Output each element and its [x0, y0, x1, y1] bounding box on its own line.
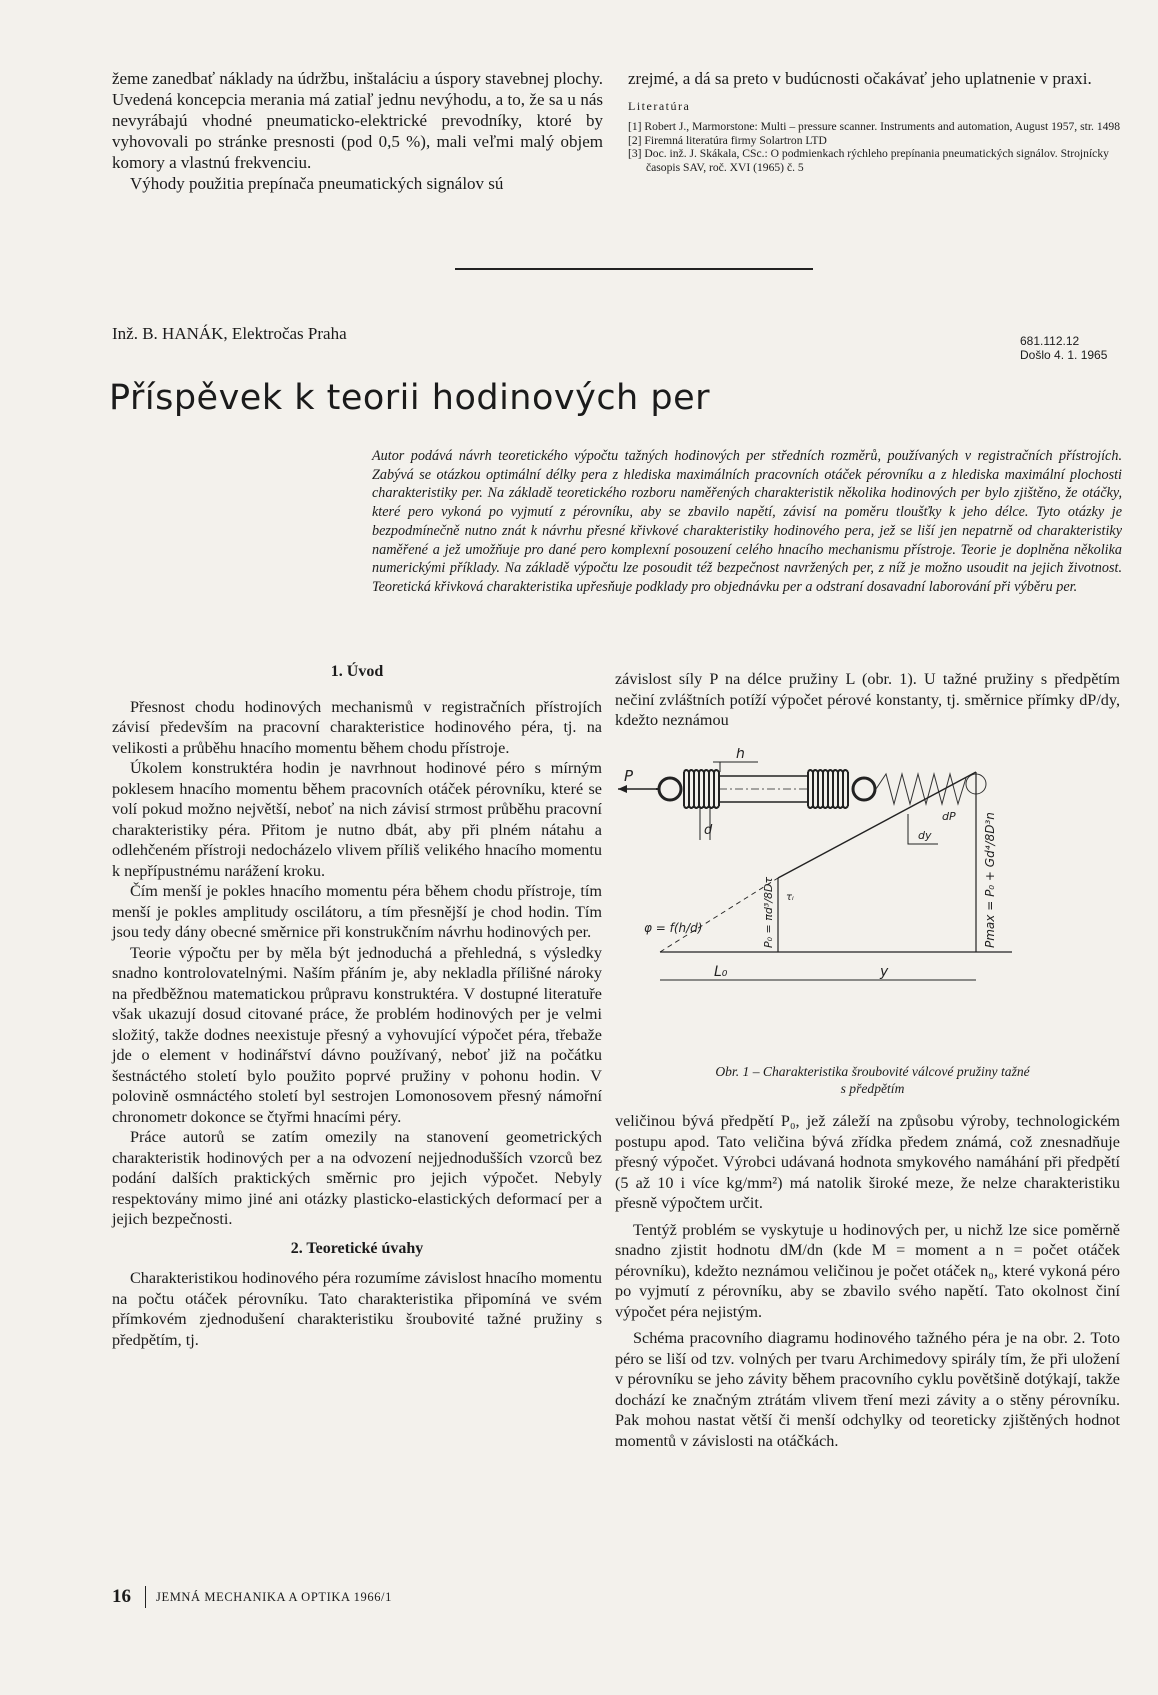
- body-paragraph: Schéma pracovního diagramu hodinového tažného péra je na obr. 2. Toto péro se liší od tzv. volných per tvaru Archimedovy spirály tím, že při uložení v pérovníku se jeho závity během pracovního cyklu povětšině dotýkají, takže dochází ke značným ztrátám vlivem tření mezi závity a o stěny pérovníku. Pak mohou nastat větší či menší odchylky od teoreticky zjištěných hodnot momentů v závislosti na otáčkách.: [615, 1329, 1120, 1450]
- article-abstract: Autor podává návrh teoretického výpočtu tažných hodinových per středních rozměrů, používaných v registračních přístrojích. Zabývá se otázkou optimální délky pera z hlediska maximálních pracovních otáček pérovníku a z hlediska maximální plochosti charakteristiky per. Na základě teoretického rozboru naměřených charakteristik několika hodinových per bylo zjištěno, že otáčky, které pero vykoná po vyjmutí z pérovníku, aby se zbavilo napětí, závisí na poměru tloušťky k jeho délce. Tyto otázky je bezpodmínečně nutno znát k návrhu přesné křivkové charakteristiky hodinového pera, jež se liší jen nepatrně od charakteristiky naměřené a jež umožňuje pro dané pero komplexní posouzení celého hnacího mechanismu přístroje. Teorie je doplněna několika numerickými příklady. Na základě výpočtu lze posoudit též bezpečnost navržených per, z níž je možno usoudit na jejich životnost. Teoretická křivková charakteristika upřesňuje podklady pro objednávku per a odstraní dosavadní laborování při výběru per.: [372, 448, 1122, 595]
- label-d: d: [704, 823, 713, 838]
- prev-article-right: [628, 68, 1123, 174]
- references-heading: Literatúra: [628, 99, 691, 113]
- section-heading-2: 2. Teoretické úvahy: [290, 1239, 424, 1257]
- spring-hook-right: [853, 778, 875, 800]
- reference-item: [3] Doc. inž. J. Skákala, CSc.: O podmienkach rýchleho prepínania pneumatických signálov. Strojnícky časopis SAV, roč. XVI (1965) č. 5: [628, 147, 1109, 174]
- body-paragraph: Úkolem konstruktéra hodin je navrhnout hodinové péro s mírným poklesem hnacího momentu během pracovních otáček pérovníku, které se volí pokud možno největší, neboť na nich závisí strmost průběhu pracovní charakteristiky péra. Přitom je nutno dbát, aby při plném nátahu a odlehčeném přístroji nedocházelo vlivem příliš velikého hnacího momentu k nepřípustnému narážení kroku.: [112, 759, 602, 880]
- received-date: Došlo 4. 1. 1965: [1020, 348, 1108, 362]
- figure-1-caption: [680, 1063, 1065, 1097]
- body-paragraph: Charakteristikou hodinového péra rozumíme závislost hnacího momentu na počtu otáček pérovníku. Tato charakteristika připomíná ve svém přímkovém zjednodušení charakteristiku šroubovité tažné pružiny s předpětím, tj.: [112, 1269, 602, 1349]
- journal-name: JEMNÁ MECHANIKA A OPTIKA 1966/1: [156, 1589, 392, 1604]
- body-paragraph: Tentýž problém se vyskytuje u hodinových per, u nichž lze sice poměrně snadno zjistit hodnotu dM/dn (kde M = moment a n = počet otáček pérovníku), kdežto neznámou veličinou je počet otáček n₀, které vykoná péro po vyjmutí z pérovníku, aby se zbavilo svého napětí. Tato okolnost činí výpočet péra nejistým.: [615, 1220, 1120, 1321]
- body-paragraph: Přesnost chodu hodinových mechanismů v registračních přístrojích závisí především na pracovní charakteristice hodinového péra, tj. na velikosti a průběhu hnacího momentu během chodu přístroje.: [112, 697, 602, 757]
- label-l0: L₀: [714, 964, 728, 980]
- body-paragraph: Čím menší je pokles hnacího momentu péra během chodu přístroje, tím menší je pokles amplitudy oscilátoru, a tím přesnější je chod hodin. Tím jsou tedy dány obecné směrnice při konstrukčním návrhu hodinových per.: [112, 882, 602, 941]
- reference-item: [1] Robert J., Marmorstone: Multi – pressure scanner. Instruments and automation, August 1957, str. 1498: [628, 120, 1121, 133]
- label-p0: P₀ = πd³/8Dτ: [762, 876, 775, 948]
- udc-code: 681.112.12: [1020, 334, 1080, 348]
- label-phi: φ = f(h/d): [644, 921, 703, 935]
- prev-paragraph: zrejmé, a dá sa preto v budúcnosti očakávať jeho uplatnenie v praxi.: [628, 69, 1092, 88]
- section-heading-1: 1. Úvod: [330, 663, 384, 680]
- force-arrow-head: [618, 785, 627, 793]
- label-dy: dy: [918, 829, 932, 842]
- article-author: Inž. B. HANÁK, Elektročas Praha: [112, 324, 347, 343]
- prev-paragraph: Výhody použitia prepínača pneumatických signálov sú: [130, 174, 504, 193]
- article-meta: [1020, 334, 1120, 362]
- label-dp: dP: [942, 810, 956, 823]
- article-title: Příspěvek k teorii hodinových per: [109, 378, 711, 418]
- spring-hook-left: [659, 778, 681, 800]
- body-paragraph: Práce autorů se zatím omezily na stanovení geometrických charakteristik hodinových per a na odvození nejjednodušších vzorců bez podání dalších praktických směrnic pro jejich výpočet. Nebyly respektovány mimo jiné ani otázky plasticko-elastických deformací per a jejich bezpečnosti.: [112, 1128, 602, 1228]
- spring-coils-right: [808, 770, 848, 808]
- spring-coils-left: [684, 770, 719, 808]
- page-footer: [112, 1586, 392, 1608]
- body-paragraph: Teorie výpočtu per by měla být jednoduchá a přehledná, s výsledky snadno kontrolovatelnými. Naším přáním je, aby nekladla přílišné nároky na předběžnou matematickou průpravu konstruktéra. V dostupné literatuře však ukazují dosud citované práce, že problém hodinových per je velmi složitý, takže dodnes neexistuje přesný a vyhovující výpočet péra, třebaže jde o element v hodinářství dávno používaný, neboť již na počátku šestnáctého století bylo použito poprvé pružiny v pohonu hodin. V polovině osmnáctého století byl sestrojen Lomonosovem přesný námořní chronometr dokonce se čtyřmi hnacími péry.: [112, 943, 602, 1126]
- page-number: 16: [112, 1586, 131, 1607]
- preload-extension: [660, 878, 778, 952]
- caption-line: Obr. 1 – Charakteristika šroubovité válcové pružiny tažné: [715, 1064, 1030, 1079]
- label-y: y: [880, 964, 889, 980]
- label-h: h: [736, 748, 745, 762]
- label-tau: τᵢ: [786, 892, 794, 903]
- prev-paragraph: žeme zanedbať náklady na údržbu, inštaláciu a úspory stavebnej plochy. Uvedená koncepcia merania má zatiaľ jednu nevýhodu, a to, že sa u nás nevyrábajú vhodné pneumaticko-elektrické prevodníky, ktoré by vyhovovali po stránke presnosti (pod 0,5 %), mali veľmi malý objem komory a vlastnú frekvenciu.: [112, 69, 603, 172]
- figure-1-spring-diagram: [618, 748, 1118, 1058]
- prev-article-left: [112, 68, 603, 194]
- body-paragraph: závislost síly P na délce pružiny L (obr. 1). U tažné pružiny s předpětím nečiní zvláštních potíží výpočet pérové konstanty, tj. směrnice přímky dP/dy, kdežto neznámou: [615, 670, 1120, 729]
- right-column-bottom: [615, 1111, 1120, 1451]
- left-column: [112, 662, 602, 1350]
- reference-item: [2] Firemná literatúra firmy Solartron LTD: [628, 133, 827, 147]
- separator-rule: [455, 268, 813, 270]
- right-column-top: [615, 669, 1120, 731]
- label-pmax: Pmax = P₀ + Gd⁴/8D³n: [983, 812, 997, 948]
- label-force: P: [624, 767, 634, 785]
- body-paragraph: veličinou bývá předpětí P₀, jež záleží na způsobu výroby, technologickém postupu apod. Tato veličina bývá zřídka předem známá, což znesnadňuje přesný výpočet. Výrobci udávaná hodnota smykového namáhání při předpětí (5 až 10 i více kg/mm²) má natolik široké meze, že nelze charakteristiku přesně výpočtem určit.: [615, 1112, 1120, 1212]
- spring-stretched: [876, 774, 986, 804]
- footer-divider: [145, 1586, 146, 1608]
- caption-line: s předpětím: [840, 1081, 905, 1096]
